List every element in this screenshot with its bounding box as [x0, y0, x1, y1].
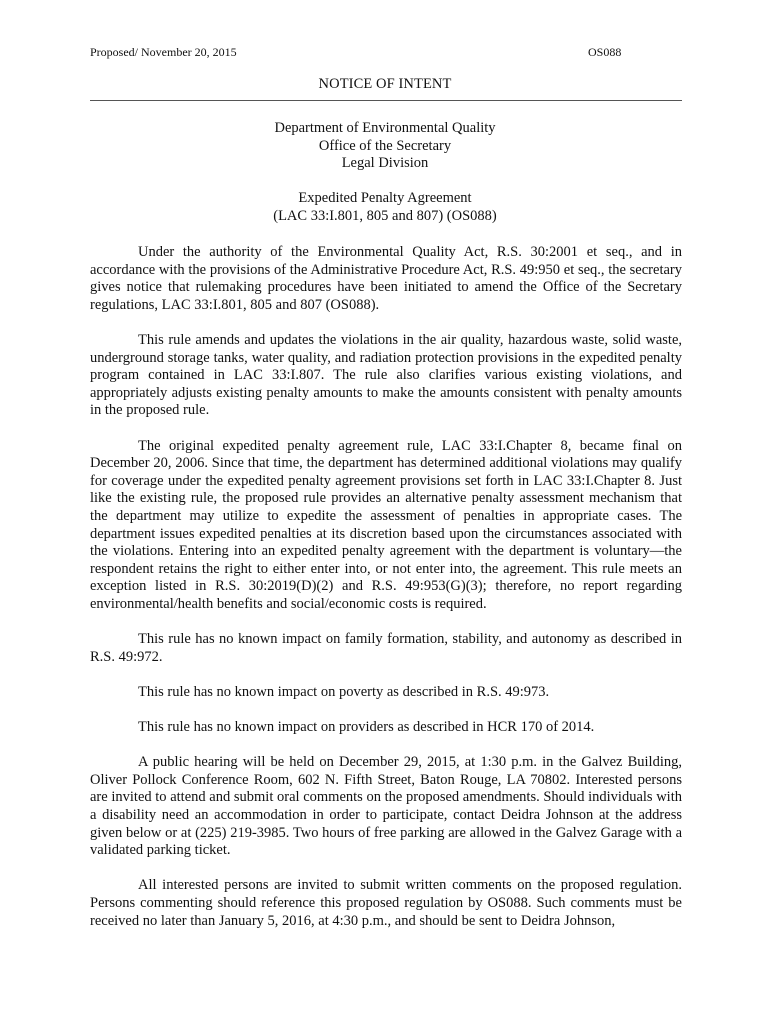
paragraph-rule-summary: This rule amends and updates the violations in the air quality, hazardous waste, solid waste, underground storage tanks, water quality, and radiation protection provisions in the expedited penalty program contained in LAC 33:I.807. The rule also clarifies various existing violations, and appropriately adjusts existing penalty amounts to make the amounts consistent with penalty amounts in the proposed rule.: [90, 331, 682, 419]
rule-title-block: [0, 190, 770, 225]
paragraph-provider-impact: This rule has no known impact on providers as described in HCR 170 of 2014.: [138, 719, 595, 736]
rule-name: Expedited Penalty Agreement: [298, 190, 472, 206]
paragraph-public-hearing: A public hearing will be held on December 29, 2015, at 1:30 p.m. in the Galvez Building, Oliver Pollock Conference Room, 602 N. Fifth Street, Baton Rouge, LA 70802. Interested persons are invited to attend and submit oral comments on the proposed amendments. Should individuals with a disability need an accommodation in order to participate, contact Deidra Johnson at the address given below or at (225) 219-3985. Two hours of free parking are allowed in the Galvez Garage with a validated parking ticket.: [90, 754, 682, 859]
notice-body: [90, 244, 682, 930]
paragraph-family-impact: This rule has no known impact on family formation, stability, and autonomy as described in R.S. 49:972.: [90, 631, 682, 665]
paragraph-written-comments: All interested persons are invited to submit written comments on the proposed regulation. Persons commenting should reference this proposed regulation by OS088. Such comments must be received no later than January 5, 2016, at 4:30 p.m., and should be sent to Deidra Johnson,: [90, 877, 682, 929]
agency-block: [0, 120, 770, 173]
paragraph-background: The original expedited penalty agreement rule, LAC 33:I.Chapter 8, became final on December 20, 2006. Since that time, the department has determined additional violations may qualify for coverage under the expedited penalty agreement provisions set forth in LAC 33:I.Chapter 8. Just like the existing rule, the proposed rule provides an alternative penalty assessment mechanism that the department may utilize to expedite the assessment of penalties in appropriate cases. The department issues expedited penalties at its discretion based upon the circumstances associated with the violations. Entering into an expedited penalty agreement with the department is voluntary—the respondent retains the right to either enter into, or not enter into, the agreement. This rule meets an exception listed in R.S. 30:2019(D)(2) and R.S. 49:953(G)(3); therefore, no report regarding environmental/health benefits and social/economic costs is required.: [90, 437, 682, 612]
agency-division: Legal Division: [341, 155, 429, 171]
notice-title: NOTICE OF INTENT: [318, 76, 452, 92]
title-divider: [90, 100, 682, 101]
paragraph-authority: Under the authority of the Environmental Quality Act, R.S. 30:2001 et seq., and in accordance with the provisions of the Administrative Procedure Act, R.S. 49:950 et seq., the secretary gives notice that rulemaking procedures have been initiated to amend the Office of the Secretary regulations, LAC 33:I.801, 805 and 807 (OS088).: [90, 244, 682, 313]
header-date: Proposed/ November 20, 2015: [90, 45, 237, 59]
paragraph-poverty-impact: This rule has no known impact on poverty as described in R.S. 49:973.: [138, 683, 550, 700]
agency-department: Department of Environmental Quality: [274, 120, 496, 136]
rule-citation: (LAC 33:I.801, 805 and 807) (OS088): [273, 207, 497, 224]
agency-office: Office of the Secretary: [318, 137, 452, 154]
header-docket-number: OS088: [588, 45, 622, 59]
